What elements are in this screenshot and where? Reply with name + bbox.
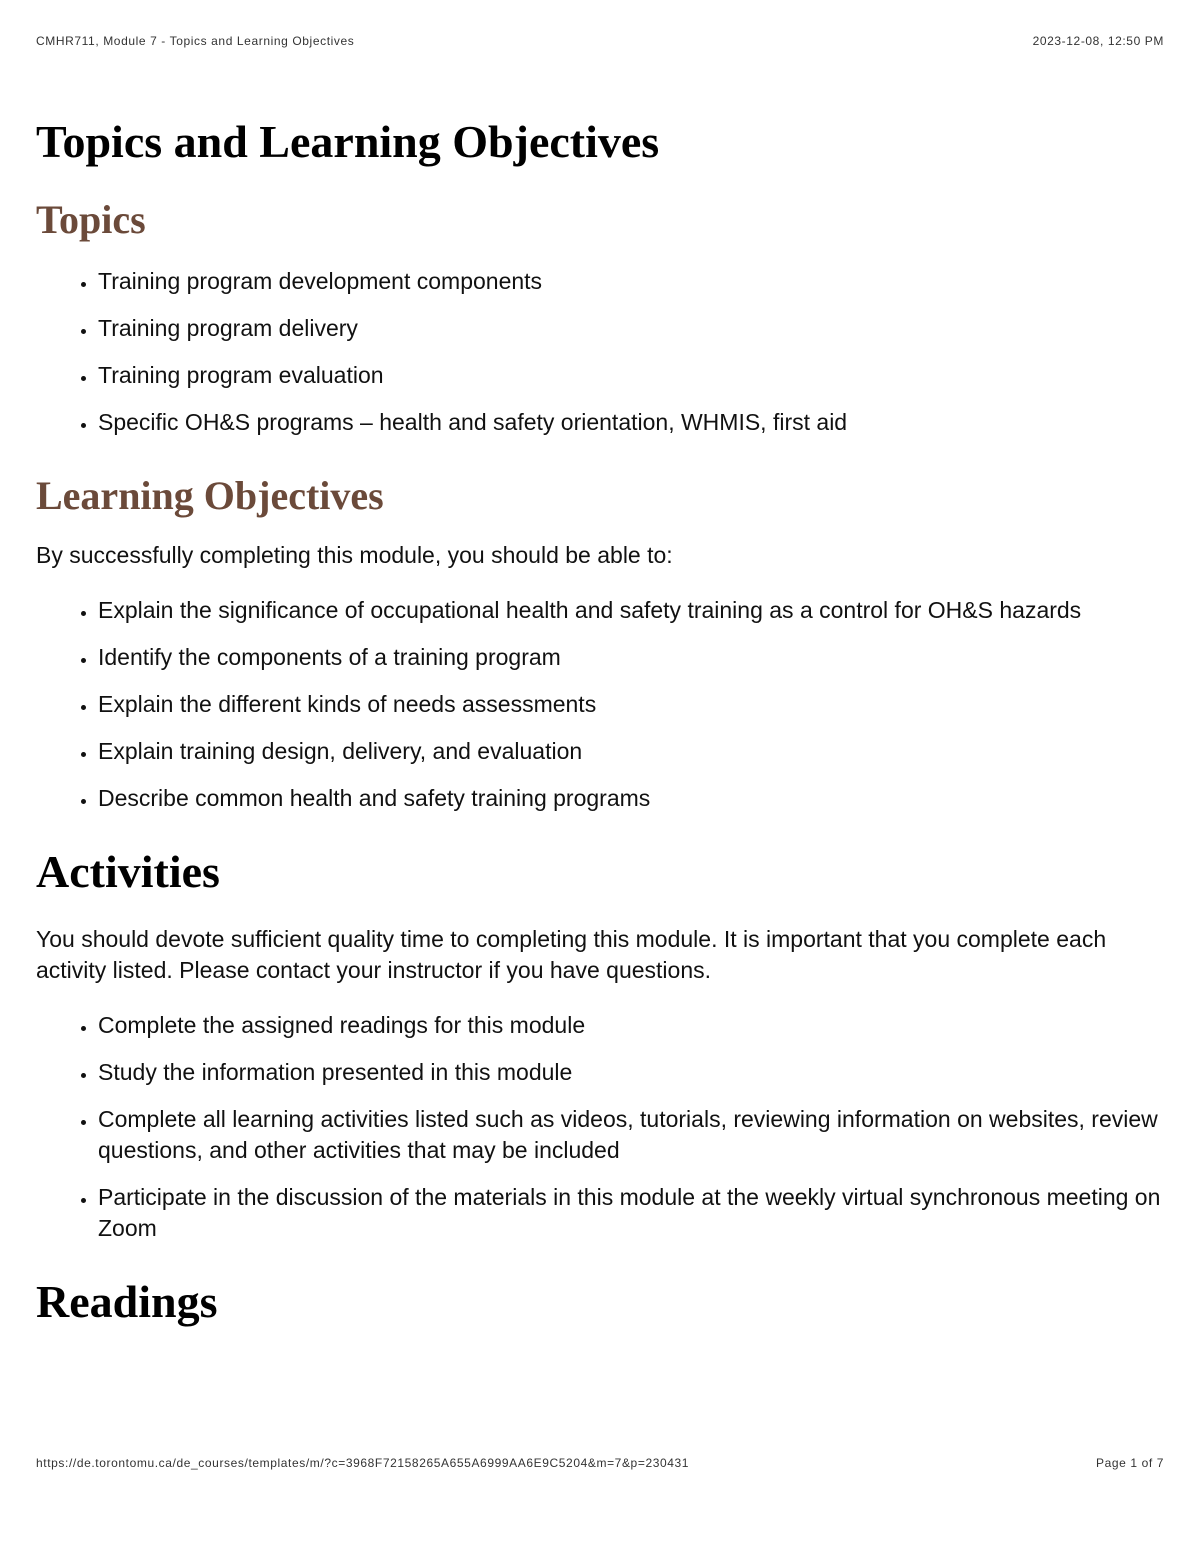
list-item: • Training program development components xyxy=(98,266,1164,297)
activities-list xyxy=(36,1010,1164,1244)
print-header-title: CMHR711, Module 7 - Topics and Learning Objectives xyxy=(36,34,355,48)
list-item: • Explain the significance of occupational health and safety training as a control for OH&S hazards xyxy=(98,595,1164,626)
list-item: • Complete all learning activities listed such as videos, tutorials, reviewing information on websites, review questions, and other activities that may be included xyxy=(98,1104,1164,1166)
print-header xyxy=(36,34,1164,48)
list-item: • Explain the different kinds of needs assessments xyxy=(98,689,1164,720)
print-header-timestamp: 2023-12-08, 12:50 PM xyxy=(1032,34,1164,48)
topics-list xyxy=(36,266,1164,438)
learning-objectives-list xyxy=(36,595,1164,814)
list-item: • Participate in the discussion of the materials in this module at the weekly virtual synchronous meeting on Zoom xyxy=(98,1182,1164,1244)
learning-objectives-heading: Learning Objectives xyxy=(36,473,384,518)
page-content xyxy=(36,112,1164,1332)
list-item: • Study the information presented in this module xyxy=(98,1057,1164,1088)
list-item: • Specific OH&S programs – health and safety orientation, WHMIS, first aid xyxy=(98,407,1164,438)
activities-heading: Activities xyxy=(36,846,220,897)
list-item: • Training program delivery xyxy=(98,313,1164,344)
list-item: • Complete the assigned readings for this module xyxy=(98,1010,1164,1041)
readings-heading: Readings xyxy=(36,1276,218,1327)
list-item: • Training program evaluation xyxy=(98,360,1164,391)
activities-intro: You should devote sufficient quality time to completing this module. It is important that you complete each activity listed. Please contact your instructor if you have questions. xyxy=(36,926,1107,983)
print-footer xyxy=(36,1456,1164,1470)
list-item: • Explain training design, delivery, and evaluation xyxy=(98,736,1164,767)
page-number: Page 1 of 7 xyxy=(1096,1456,1164,1470)
list-item: • Describe common health and safety training programs xyxy=(98,783,1164,814)
print-footer-url: https://de.torontomu.ca/de_courses/templates/m/?c=3968F72158265A655A6999AA6E9C5204&m=7&p=230431 xyxy=(36,1456,690,1470)
topics-heading: Topics xyxy=(36,197,146,242)
page-title: Topics and Learning Objectives xyxy=(36,116,660,167)
list-item: • Identify the components of a training program xyxy=(98,642,1164,673)
learning-objectives-intro: By successfully completing this module, you should be able to: xyxy=(36,542,673,568)
